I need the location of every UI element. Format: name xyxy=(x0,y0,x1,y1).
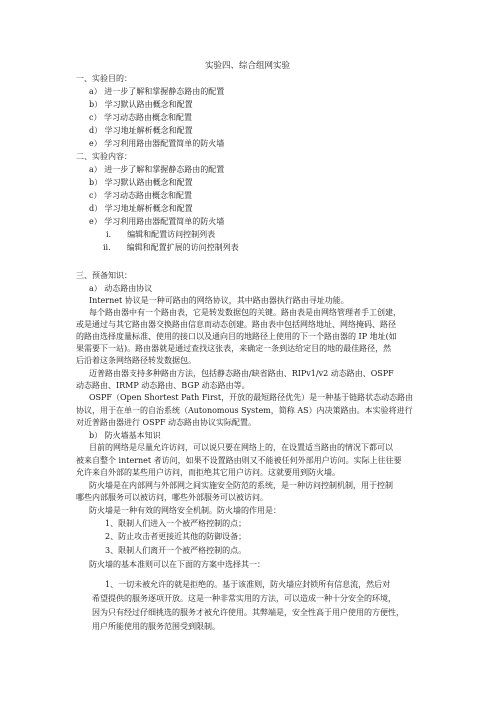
objective-item: a） 进一步了解和掌握静态路由的配置 xyxy=(89,87,225,96)
paragraph-line: 或是通过与其它路由器交换路由信息而动态创建。路由表中包括网络地址、网络掩码、路径 xyxy=(76,320,396,329)
paragraph-line: 因为只有经过仔细挑选的服务才被允许使用。其弊端是，安全性高于用户使用的方便性， xyxy=(92,608,404,617)
paragraph-line: 迈普路由器支持多种路由方法，包括静态路由/缺省路由、RIPv1/v2 动态路由、OSPF xyxy=(89,369,394,378)
objective-item: e） 学习利用路由器配置简单的防火墙 xyxy=(89,139,225,148)
list-item: 3、限制人们离开一个被严格控制的点。 xyxy=(105,546,247,555)
paragraph-line: 的路由选择度量标准、使用的接口以及通向目的地路径上使用的下一个路由器的 IP 地址(如 xyxy=(76,332,397,341)
subsection-heading-dynamic-routing: a） 动态路由协议 xyxy=(89,284,153,293)
paragraph-line: 动态路由、IRMP 动态路由、BGP 动态路由等。 xyxy=(76,381,250,390)
list-item: 2、防止攻击者更接近其他的防御设备； xyxy=(105,532,247,541)
paragraph-line: 果需要下一站)。路由器就是通过查找这张表，来确定一条到达给定目的地的最佳路径，然 xyxy=(76,344,392,353)
paragraph-line: 后沿着这条网络路径转发数据包。 xyxy=(76,356,196,365)
content-item: c） 学习动态路由概念和配置 xyxy=(89,191,193,200)
objective-item: b） 学习默认路由概念和配置 xyxy=(89,100,193,109)
paragraph-line: 每个路由器中有一个路由表，它是转发数据包的关键。路由表是由网络管理者手工创建， xyxy=(89,308,401,317)
content-item: e） 学习利用路由器配置简单的防火墙 xyxy=(89,217,225,226)
paragraph-line: 希望提供的服务逐项开放。这是一种非常实用的方法，可以造成一种十分安全的环境， xyxy=(92,594,396,603)
paragraph-line: 防火墙是在内部网与外部网之间实施安全防范的系统，是一种访问控制机制，用于控制 xyxy=(89,481,393,490)
paragraph-line: 防火墙的基本准则可以在下面的方案中选择其一： xyxy=(89,560,265,569)
objective-item: c） 学习动态路由概念和配置 xyxy=(89,113,193,122)
paragraph-line: 哪些内部服务可以被访问，哪些外部服务可以被访问。 xyxy=(76,493,268,502)
objective-item: d） 学习地址解析概念和配置 xyxy=(89,126,193,135)
paragraph-line: 被来自整个 internet 者访问，如果不设置路由则又不能被任何外部用户访问。实际上往往要 xyxy=(76,456,402,465)
section-heading-prerequisites: 三、预备知识： xyxy=(76,271,132,280)
list-item: 1、限制人们进入一个被严格控制的点； xyxy=(105,519,247,528)
paragraph-line: OSPF（Open Shortest Path First，开放的最短路径优先）是一种基于链路状态动态路由 xyxy=(89,393,414,402)
content-subitem: ii. 编辑和配置扩展的访问控制列表 xyxy=(103,243,239,252)
paragraph-line: 防火墙是一种有效的网络安全机制。防火墙的作用是： xyxy=(89,506,281,515)
paragraph-line: 目前的网络是尽量允许访问，可以说只要在网络上的，在设置适当路由的情况下都可以 xyxy=(89,443,393,452)
content-item: d） 学习地址解析概念和配置 xyxy=(89,204,193,213)
paragraph-line: 用户所能使用的服务范围受到限制。 xyxy=(92,622,220,631)
section-heading-contents: 二、实验内容： xyxy=(76,152,132,161)
paragraph-line: 1、一切未被允许的就是拒绝的。基于该准则，防火墙应封锁所有信息流，然后对 xyxy=(105,580,391,589)
subsection-heading-firewall: b） 防火墙基本知识 xyxy=(89,431,161,440)
content-item: a） 进一步了解和掌握静态路由的配置 xyxy=(89,165,225,174)
paragraph-line: 允许来自外部的某些用户访问，而拒绝其它用户访问。这就要用到防火墙。 xyxy=(76,468,340,477)
content-item: b） 学习默认路由概念和配置 xyxy=(89,178,193,187)
document-title: 实验四、综合组网实验 xyxy=(205,61,291,71)
paragraph-line: 协议，用于在单一的自治系统（Autonomous System，简称 AS）内决策路由。本实验将进行 xyxy=(76,406,413,415)
content-subitem: i. 编辑和配置访问控制列表 xyxy=(106,230,216,239)
paragraph-line: 对近普路由器进行 OSPF 动态路由协议实际配置。 xyxy=(76,418,257,427)
paragraph-line: Internet 协议是一种可路由的网络协议，其中路由器执行路由寻址功能。 xyxy=(89,296,349,305)
section-heading-objectives: 一、实验目的： xyxy=(76,74,132,83)
